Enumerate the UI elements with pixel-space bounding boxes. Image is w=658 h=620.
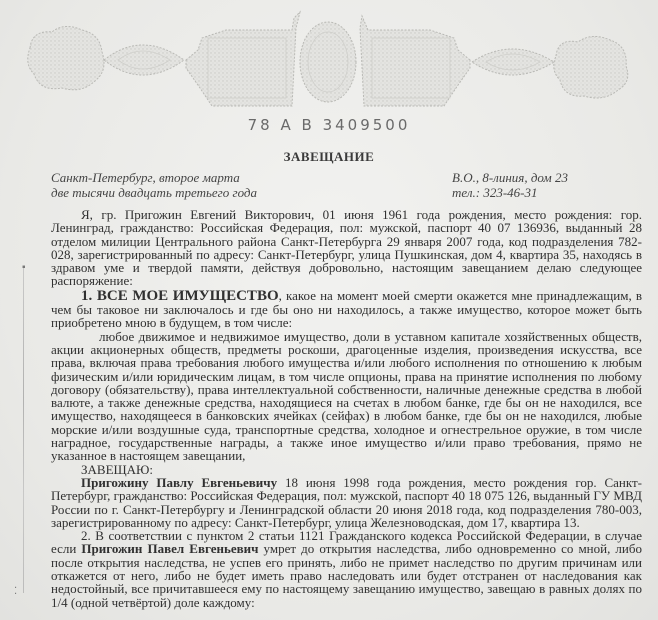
will-body-text [51,208,642,609]
item-1-heading: ВСЕ МОЕ ИМУЩЕСТВО [96,287,279,304]
place-and-date [51,170,257,200]
decorative-header-ornament [22,8,636,108]
office-phone-line: тел.: 323-46-31 [452,185,538,200]
scan-mark: ▪ [22,262,26,273]
testator-intro-paragraph: Я, гр. Пригожин Евгений Викторович, 01 июня 1961 года рождения, место рождения: гор. Ленинград, гражданство: Российская Федерация, пол: мужской, паспорт 40 07 136936, выданный 28 отделом милиции Центрального района Санкт-Петербурга 29 января 2007 года, код подразделения 782-028, зарегистрированный по адресу: Санкт-Петербург, улица Пушкинская, дом 4, квартира 35, находясь в здравом уме и твердой памяти, действуя добровольно, настоящим завещанием делаю следующее распоряжение: [51,207,642,289]
place-date-line-1: Санкт-Петербург, второе марта [51,170,240,185]
bequeath-heading: ЗАВЕЩАЮ: [81,461,153,477]
item-1-paragraph [51,289,642,330]
office-address-line: В.О., 8-линия, дом 23 [452,170,568,185]
heir-1-name: Пригожину Павлу Евгеньевичу [81,474,278,490]
item-2-start: 2. В соответствии с пунктом 2 статьи 1121 Гражданского кодекса Российской Федерации, в случае если [51,528,642,557]
item-2-text: умрет до открытия наследства, либо одновременно со мной, либо после открытия наследства, не успев его принять, либо не примет наследство по другим причинам или откажется от него, либо не будет иметь право наследовать или будет отстранен от наследования как недостойный, все причитавшееся ему по настоящему завещанию имущество, завещаю в равных долях по 1/4 (одной четвёртой) доле каждому: [51,541,642,610]
property-list-paragraph: любое движимое и недвижимое имущество, доли в уставном капитале хозяйственных обществ, акции акционерных обществ, предметы роскоши, драгоценные изделия, произведения искусства, все права, включая права требования любого имущества и/или любого исполнения по отношению к любым физическим и/или юридическим лицам, в том числе опционы, права на принятие исполнения по любому договору (обязательству), права интеллектуальной собственности, наличные денежные средства в любой валюте, а также денежные средства, находящиеся на счетах в любом банке, где бы он не находился, все имущество, находящееся в банковских ячейках (сейфах) в любом банке, где бы он не находился, любые морские и/или воздушные суда, транспортные средства, холодное и огнестрельное оружие, в том числе наградное, государственные награды, а также иное имущество и/или право требования, прямо не указанное в настоящем завещании, [51,328,642,464]
item-1-text: , какое на момент моей смерти окажется мне принадлежащим, в чем бы таковое ни заключалось и где бы оно ни находилось, а также имущество, которое может быть приобретено мною в будущем, в том числе: [51,287,642,331]
heir-1-paragraph [51,476,642,529]
scan-mark: ⁚ [14,586,18,597]
item-1-number: 1. [81,287,97,304]
ornament-icon [22,8,636,108]
scan-margin-artifact [23,268,24,593]
place-date-line-2: две тысячи двадцать третьего года [51,185,257,200]
notary-office-address [452,170,568,200]
item-2-heir-name: Пригожин Павел Евгеньевич [81,541,259,557]
heir-1-details: 18 июня 1998 года рождения, место рождения гор. Санкт-Петербург, гражданство: Российская Федерация, пол: мужской, паспорт 40 18 075 126, выданный ГУ МВД России по г. Санкт-Петербургу и Ленинградской области 20 июня 2018 года, код подразделения 780-003, зарегистрированному по адресу: Санкт-Петербург, улица Железноводская, дом 17, квартира 13. [51,474,642,530]
form-serial-number: 78 А В 3409500 [247,116,411,134]
item-2-paragraph [51,529,642,609]
document-title: ЗАВЕЩАНИЕ [283,149,375,164]
